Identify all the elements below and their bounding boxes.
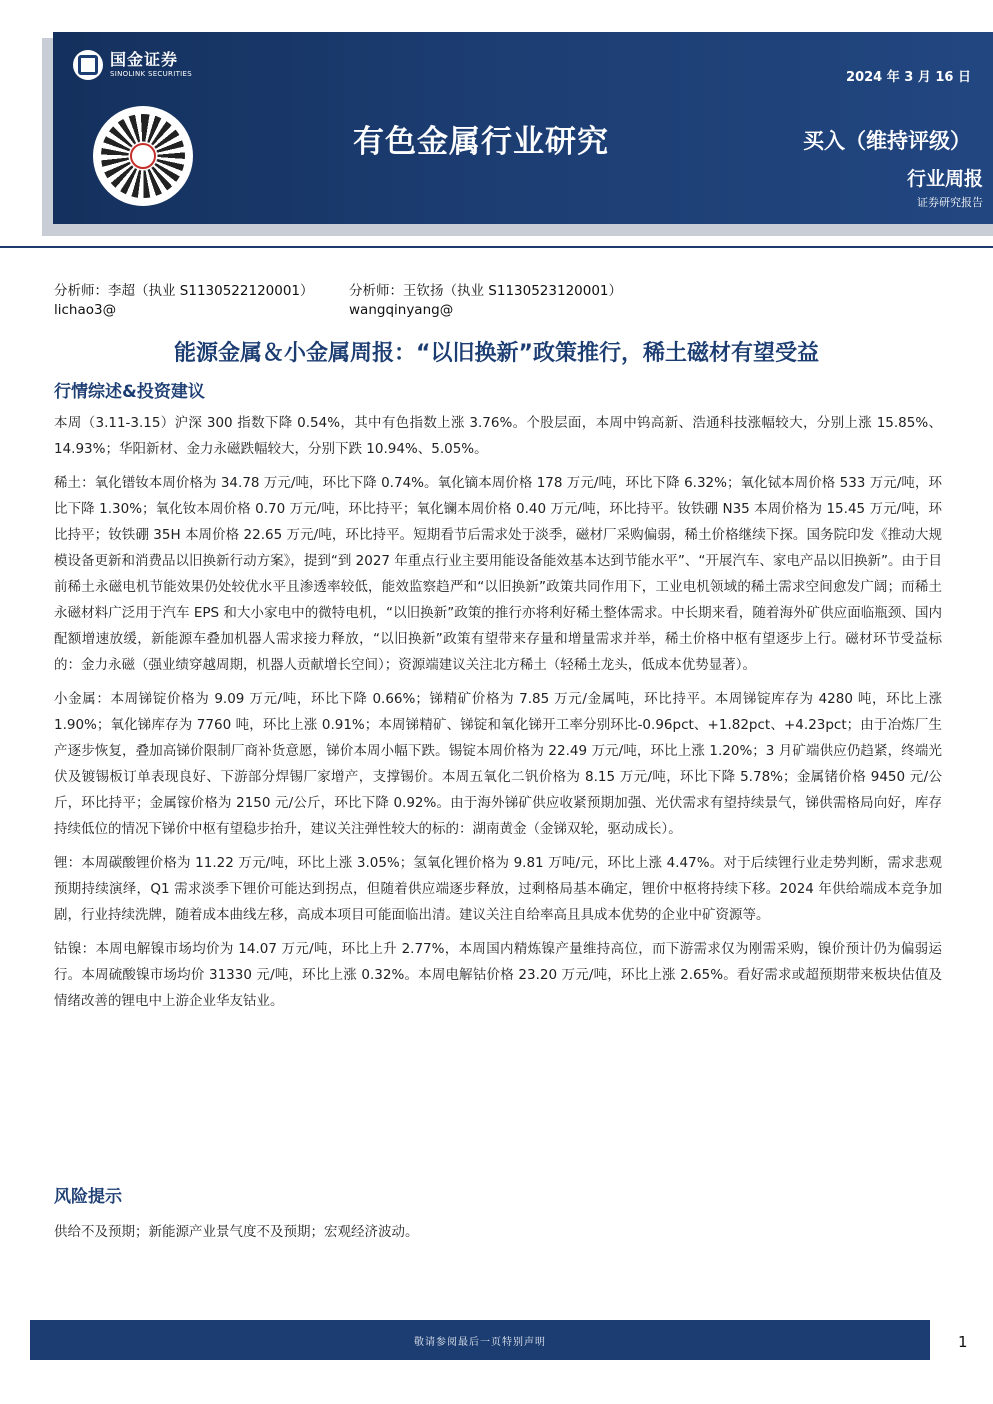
report-date: 2024 年 3 月 16 日	[846, 70, 971, 85]
report-category: 证券研究报告	[917, 196, 983, 209]
industry-title: 有色金属行业研究	[353, 124, 609, 160]
section-heading-market: 行情综述&投资建议	[54, 382, 205, 402]
market-body	[54, 410, 942, 1014]
risk-body	[54, 1219, 942, 1245]
paragraph-cobalt-nickel: 钴镍：本周电解镍市场均价为 14.07 万元/吨，环比上升 2.77%，本周国内精炼镍产量维持高位，而下游需求仅为刚需采购，镍价预计仍为偏弱运行。本周硫酸镍市场均价 31330 元/吨，环比上涨 0.32%。本周电解钴价格 23.20 万元/吨，环比上涨 2.65%。看好需求或超预期带来板块估值及情绪改善的锂电中上游企业华友钴业。	[54, 941, 942, 1009]
section-heading-risk: 风险提示	[54, 1187, 122, 1207]
paragraph-lithium: 锂：本周碳酸锂价格为 11.22 万元/吨，环比上涨 3.05%；氢氧化锂价格为 9.81 万吨/元，环比上涨 4.47%。对于后续锂行业走势判断，需求悲观预期持续演绎，Q1 需求淡季下锂价可能达到拐点，但随着供应端逐步释放，过剩格局基本确定，锂价中枢将持续下移。2024 年供给端成本竞争加剧，行业持续洗牌，随着成本曲线左移，高成本项目可能面临出清。建议关注自给率高且具成本优势的企业中矿资源等。	[54, 855, 942, 923]
analyst-2-label: 分析师：王钦扬（执业 S1130523120001）	[349, 283, 623, 299]
report-header	[53, 32, 993, 224]
analyst-1-label: 分析师：李超（执业 S1130522120001）	[54, 283, 314, 299]
disclaimer-link: 敬请参阅最后一页特别声明	[414, 1336, 546, 1348]
paragraph-risk: 供给不及预期；新能源产业景气度不及预期；宏观经济波动。	[54, 1224, 419, 1240]
logo-name-cn: 国金证券	[110, 50, 179, 69]
analyst-1-email: lichao3@	[54, 302, 117, 318]
analyst-1	[54, 282, 314, 320]
footer-bar	[30, 1320, 930, 1360]
header-divider	[0, 246, 993, 248]
qr-center-logo-icon	[130, 143, 156, 169]
paragraph-minor-metals: 小金属：本周锑锭价格为 9.09 万元/吨，环比下降 0.66%；锑精矿价格为 7.85 万元/金属吨，环比持平。本周锑锭库存为 4280 吨，环比上涨 1.90%；氧化锑库存为 7760 吨，环比上涨 0.91%；本周锑精矿、锑锭和氧化锑开工率分别环比-0.96pct、+1.82pct、+4.23pct；由于冶炼厂生产逐步恢复，叠加高锑价限制厂商补货意愿，锑价本周小幅下跌。锡锭本周价格为 22.49 万元/吨，环比上涨 1.20%；3 月矿端供应仍趋紧，终端光伏及镀锡板订单表现良好、下游部分焊锡厂家增产，支撑锡价。本周五氧化二钒价格为 8.15 万元/吨，环比下降 5.78%；金属锗价格 9450 元/公斤，环比持平；金属镓价格为 2150 元/公斤，环比下降 0.92%。由于海外锑矿供应收紧预期加强、光伏需求有望持续景气，锑供需格局向好，库存持续低位的情况下锑价中枢有望稳步抬升，建议关注弹性较大的标的：湖南黄金（金锑双轮，驱动成长）。	[54, 691, 942, 837]
brand-logo	[73, 50, 192, 80]
analyst-2	[349, 282, 622, 320]
paragraph-rare-earth: 稀土：氧化镨钕本周价格为 34.78 万元/吨，环比下降 0.74%。氧化镝本周价格 178 万元/吨，环比下降 6.32%；氧化铽本周价格 533 万元/吨，环比下降 1.30%；氧化钕本周价格 0.70 万元/吨，环比持平；氧化镧本周价格 0.40 万元/吨，环比持平。钕铁硼 N35 本周价格为 15.45 万元/吨，环比持平；钕铁硼 35H 本周价格 22.65 万元/吨，环比持平。短期看节后需求处于淡季，磁材厂采购偏弱，稀土价格继续下探。国务院印发《推动大规模设备更新和消费品以旧换新行动方案》，提到“到 2027 年重点行业主要用能设备能效基本达到节能水平”、“开展汽车、家电产品以旧换新”。由于目前稀土永磁电机节能效果仍处较优水平且渗透率较低，能效监察趋严和“以旧换新”政策共同作用下，工业电机领域的稀土需求空间愈发广阔；而稀土永磁材料广泛用于汽车 EPS 和大小家电中的微特电机，“以旧换新”政策的推行亦将利好稀土整体需求。中长期来看，随着海外矿供应面临瓶颈、国内配额增速放缓，新能源车叠加机器人需求接力释放，“以旧换新”政策有望带来存量和增量需求并举，稀土价格中枢有望逐步上行。磁材环节受益标的：金力永磁（强业绩穿越周期，机器人贡献增长空间）；资源端建议关注北方稀土（轻稀土龙头，低成本优势显著）。	[54, 475, 942, 673]
report-title: 能源金属＆小金属周报：“以旧换新”政策推行，稀土磁材有望受益	[174, 341, 819, 366]
logo-name-en: SINOLINK SECURITIES	[110, 70, 192, 78]
logo-mark-icon	[73, 50, 103, 80]
page-number: 1	[958, 1333, 968, 1351]
qr-code-icon	[93, 106, 193, 206]
paragraph-index: 本周（3.11-3.15）沪深 300 指数下降 0.54%，其中有色指数上涨 3.76%。个股层面，本周中钨高新、浩通科技涨幅较大，分别上涨 15.85%、14.93%；华阳新材、金力永磁跌幅较大，分别下跌 10.94%、5.05%。	[54, 415, 942, 457]
analyst-2-email: wangqinyang@	[349, 302, 454, 318]
rating-label: 买入（维持评级）	[803, 129, 971, 153]
report-type: 行业周报	[906, 168, 983, 190]
